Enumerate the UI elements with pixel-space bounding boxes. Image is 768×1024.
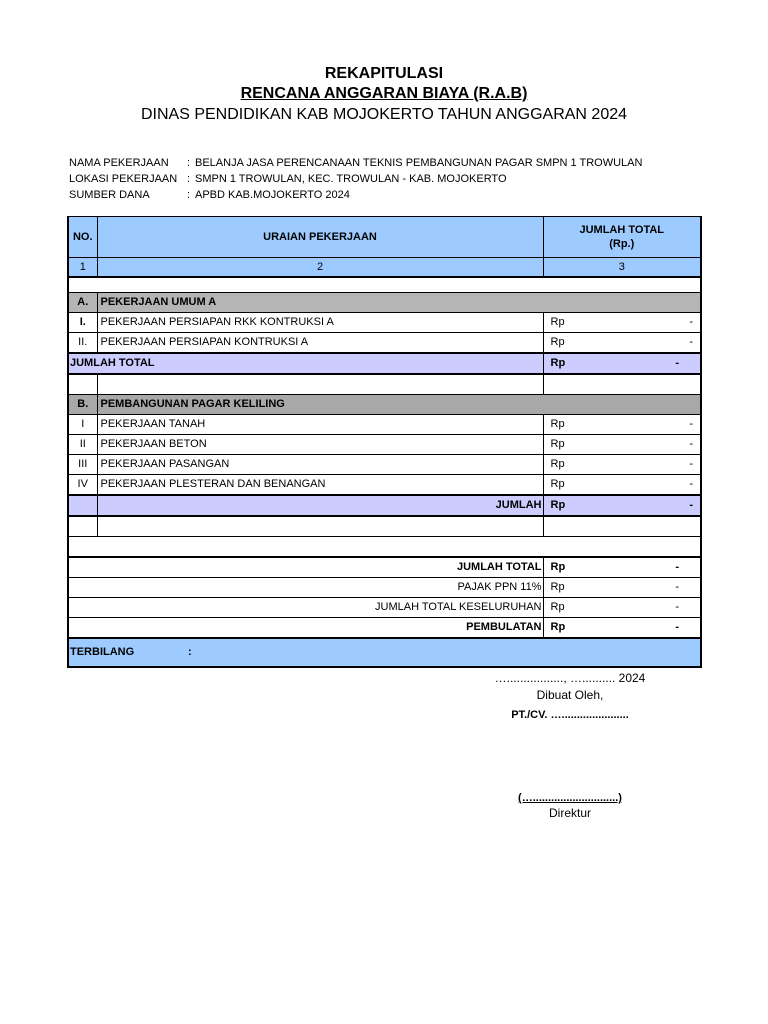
signature-block [470,670,670,822]
jumlah-b-label: JUMLAH [97,495,543,516]
rab-table [67,216,702,668]
table-row [68,415,701,435]
jumlah-b-empty [68,495,97,516]
currency: Rp [550,418,565,430]
terbilang-cell [68,638,701,667]
summary-label: JUMLAH TOTAL [68,557,543,578]
project-info [69,155,642,203]
table-row [68,333,701,354]
header-uraian: URAIAN PEKERJAAN [97,217,543,258]
total-a-label: JUMLAH TOTAL [68,353,543,374]
amount-value: - [689,478,693,490]
table-row-blank [68,277,701,293]
meta-sumber-dana [69,187,642,203]
signatory-role: Direktur [548,806,591,820]
header-jumlah [543,217,701,258]
company-name: PT./CV. …...................... [511,709,629,721]
section-b-row [68,395,701,415]
table-row-blank [68,374,701,395]
meta-separator: : [187,157,191,169]
amount-value: - [689,336,693,348]
meta-separator: : [187,173,191,185]
blank-cell [543,516,701,537]
amount-value: - [689,438,693,450]
summary-row [68,557,701,578]
currency: Rp [550,478,565,490]
currency: Rp [550,581,565,593]
currency: Rp [550,458,565,470]
row-no: II. [68,333,97,354]
section-b-label: PEMBANGUNAN PAGAR KELILING [97,395,701,415]
meta-nama-pekerjaan [69,155,642,171]
table-row [68,435,701,455]
summary-amount [543,618,701,639]
table-row-blank [68,537,701,558]
row-label: PEKERJAAN PLESTERAN DAN BENANGAN [97,475,543,496]
header-jumlah-line2: (Rp.) [609,238,635,250]
section-b-no: B. [68,395,97,415]
row-label: PEKERJAAN PASANGAN [97,455,543,475]
terbilang-label: TERBILANG [70,646,135,658]
amount-value: - [675,601,679,613]
blank-cell [68,516,97,537]
row-no: IV [68,475,97,496]
table-row [68,475,701,496]
total-a-row [68,353,701,374]
blank-cell [68,277,543,293]
row-label: PEKERJAAN PERSIAPAN KONTRUKSI A [97,333,543,354]
meta-separator: : [187,189,191,201]
meta-label: SUMBER DANA [69,189,150,201]
blank-cell [68,537,701,558]
currency: Rp [550,336,565,348]
blank-cell [97,374,543,395]
summary-amount [543,578,701,598]
blank-cell [68,374,97,395]
jumlah-b-amount [543,495,701,516]
header-jumlah-line1: JUMLAH TOTAL [579,224,665,236]
table-row [68,313,701,333]
amount-value: - [675,581,679,593]
title-rab: RENCANA ANGGARAN BIAYA (R.A.B) [240,85,528,102]
row-amount [543,333,701,354]
place-date: …................., ….......... 2024 [494,671,646,685]
signatory-name: (…............................) [518,792,622,804]
made-by: Dibuat Oleh, [536,688,604,702]
summary-label: JUMLAH TOTAL KESELURUHAN [68,598,543,618]
row-amount [543,313,701,333]
row-label: PEKERJAAN TANAH [97,415,543,435]
section-a-no: A. [68,293,97,313]
meta-value: APBD KAB.MOJOKERTO 2024 [195,189,350,201]
document-title-block [0,64,768,126]
section-a-row [68,293,701,313]
summary-row [68,578,701,598]
amount-value: - [689,458,693,470]
table-header-row [68,217,701,258]
header-no: NO. [68,217,97,258]
table-row-blank [68,516,701,537]
index-1: 1 [68,258,97,278]
amount-value: - [689,499,693,511]
summary-label: PAJAK PPN 11% [68,578,543,598]
currency: Rp [550,561,566,573]
currency: Rp [550,601,565,613]
row-no: I [68,415,97,435]
amount-value: - [689,316,693,328]
summary-row [68,598,701,618]
row-no: II [68,435,97,455]
meta-value: BELANJA JASA PERENCANAAN TEKNIS PEMBANGUNAN PAGAR SMPN 1 TROWULAN [195,157,643,169]
title-rekapitulasi: REKAPITULASI [324,65,444,82]
row-no: III [68,455,97,475]
currency: Rp [550,316,565,328]
total-a-amount [543,353,701,374]
amount-value: - [689,418,693,430]
amount-value: - [675,621,679,633]
blank-cell [97,516,543,537]
terbilang-separator: : [188,646,192,658]
terbilang-row [68,638,701,667]
row-amount [543,455,701,475]
column-index-row [68,258,701,278]
index-3: 3 [543,258,701,278]
meta-label: LOKASI PEKERJAAN [69,173,178,185]
section-a-label: PEKERJAAN UMUM A [97,293,701,313]
row-amount [543,435,701,455]
row-amount [543,415,701,435]
currency: Rp [550,499,566,511]
blank-cell [543,277,701,293]
row-label: PEKERJAAN PERSIAPAN RKK KONTRUKSI A [97,313,543,333]
currency: Rp [550,357,566,369]
amount-value: - [675,357,679,369]
meta-value: SMPN 1 TROWULAN, KEC. TROWULAN - KAB. MOJOKERTO [195,173,507,185]
title-dinas: DINAS PENDIDIKAN KAB MOJOKERTO TAHUN ANGGARAN 2024 [140,106,628,123]
summary-amount [543,557,701,578]
row-no: I. [68,313,97,333]
table-row [68,455,701,475]
meta-label: NAMA PEKERJAAN [69,157,169,169]
row-amount [543,475,701,496]
summary-amount [543,598,701,618]
currency: Rp [550,621,566,633]
index-2: 2 [97,258,543,278]
summary-row [68,618,701,639]
jumlah-b-row [68,495,701,516]
blank-cell [543,374,701,395]
currency: Rp [550,438,565,450]
row-label: PEKERJAAN BETON [97,435,543,455]
amount-value: - [675,561,679,573]
meta-lokasi-pekerjaan [69,171,642,187]
summary-label: PEMBULATAN [68,618,543,639]
